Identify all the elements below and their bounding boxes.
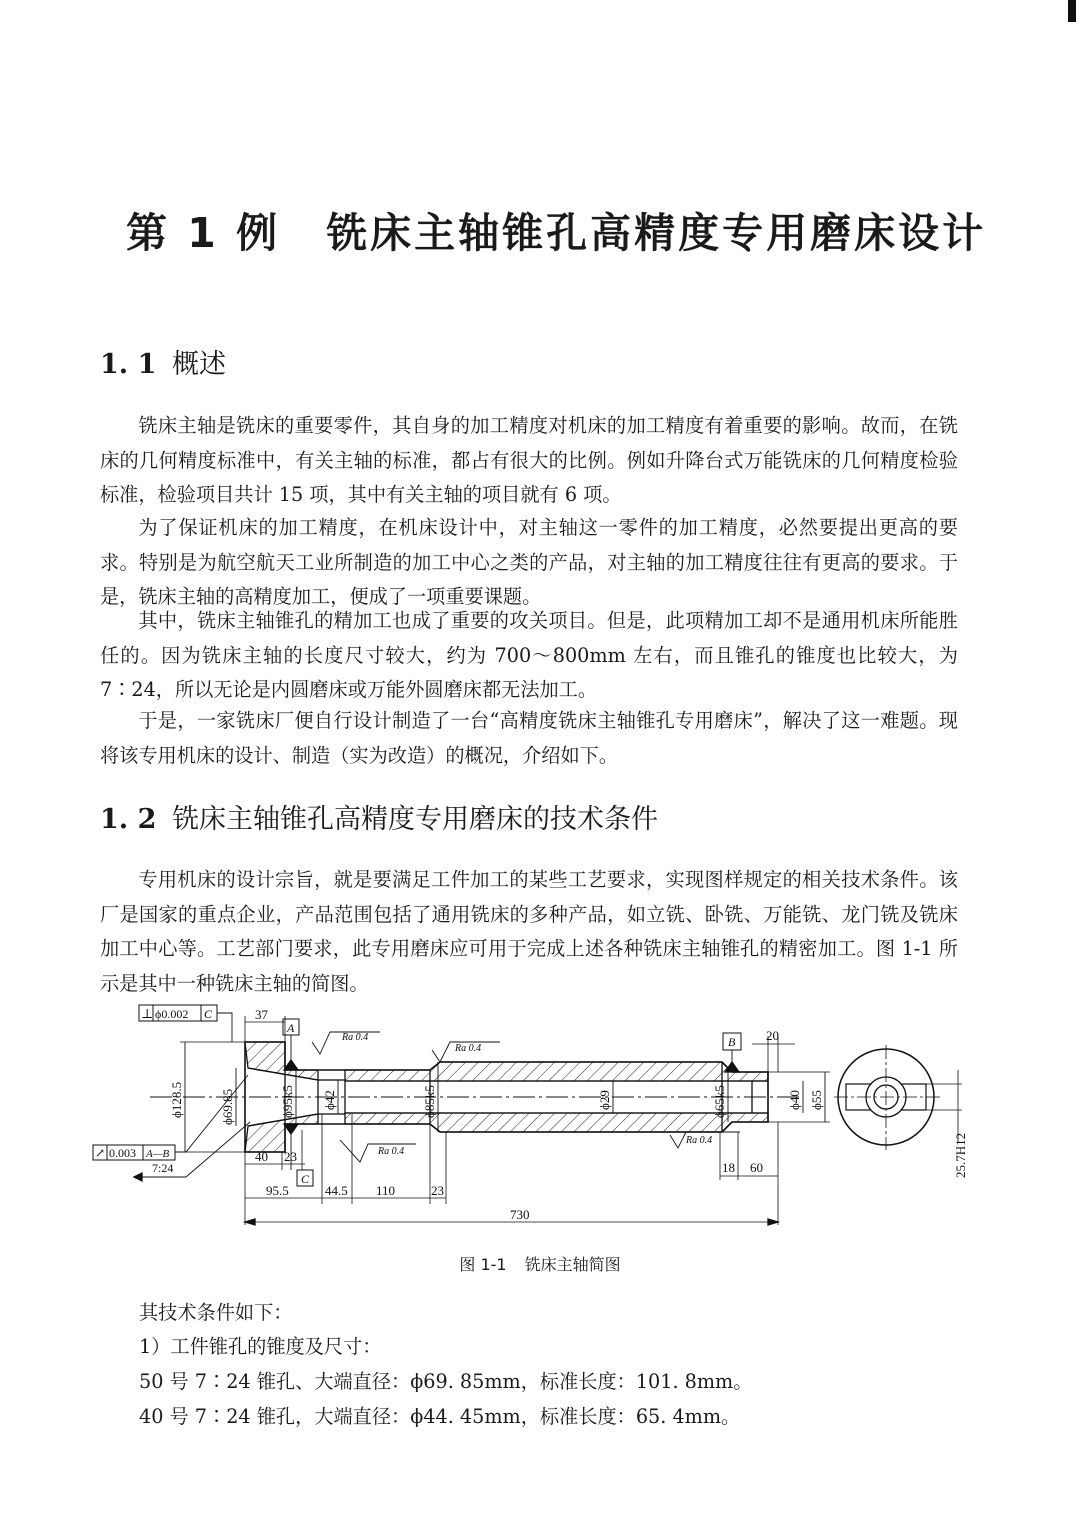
ra-label-1: Ra 0.4	[342, 1032, 369, 1043]
label-d69: ϕ69.85	[220, 1088, 235, 1125]
datum-a-triangle	[284, 1060, 298, 1070]
datum-a-label: A	[287, 1021, 295, 1035]
label-d128: ϕ128.5	[169, 1081, 184, 1118]
label-dim-23a: 23	[284, 1149, 297, 1164]
section-1-paragraph-1: 铣床主轴是铣床的重要零件，其自身的加工精度对机床的加工精度有着重要的影响。故而，在铣床的几何精度标准中，有关主轴的标准，都占有很大的比例。例如升降台式万能铣床的几何精度检验标准，检验项目共计 15 项，其中有关主轴的项目就有 6 项。	[100, 414, 958, 506]
spec-50-taper: 50 号 7∶24 锥孔、大端直径：ϕ69. 85mm，标准长度：101. 8mm。	[139, 1370, 753, 1393]
label-dim-60: 60	[750, 1160, 763, 1175]
chapter-title-text: 铣床主轴锥孔高精度专用磨床设计	[326, 209, 987, 257]
label-keyway: 25.7H12	[953, 1132, 968, 1178]
label-dim-23b: 23	[431, 1183, 444, 1198]
datum-c-label: C	[301, 1172, 310, 1186]
label-dim-95-5: 95.5	[266, 1183, 289, 1198]
hatch-mid-lower	[345, 1113, 768, 1132]
section-2-number: 1. 2	[100, 804, 157, 835]
tol-runout-symbol: ↗	[95, 1146, 106, 1160]
label-dim-730: 730	[510, 1207, 530, 1222]
tol-runout-leader	[175, 1075, 248, 1152]
section-1-paragraph-2: 为了保证机床的加工精度，在机床设计中，对主轴这一零件的加工精度，必然要提出更高的要求。特别是为航空航天工业所制造的加工中心之类的产品，对主轴的加工精度往往有更高的要求。于是，铣床主轴的高精度加工，便成了一项重要课题。	[100, 516, 958, 608]
label-dim-40: 40	[255, 1149, 268, 1164]
label-d29: ϕ29	[597, 1090, 612, 1110]
label-d40: ϕ40	[787, 1090, 802, 1110]
section-1-title: 概述	[172, 349, 226, 380]
label-dim-20: 20	[766, 1028, 779, 1043]
conditions-intro: 其技术条件如下：	[139, 1301, 293, 1324]
section-2-paragraph: 专用机床的设计宗旨，就是要满足工件加工的某些工艺要求，实现图样规定的相关技术条件。该厂是国家的重点企业，产品范围包括了通用铣床的多种产品，如立铣、卧铣、万能铣、龙门铣及铣床加工中心等。工艺部门要求，此专用磨床应可用于完成上述各种铣床主轴锥孔的精密加工。图 1-1 所示是其中一种铣床主轴的简图。	[100, 868, 958, 995]
taper-leader-arrow	[134, 1173, 142, 1181]
tol-perp-leader	[217, 1013, 232, 1042]
label-dim-44-5: 44.5	[325, 1183, 348, 1198]
label-dim-18: 18	[722, 1160, 735, 1175]
tol-runout-value: 0.003	[109, 1146, 136, 1160]
label-d55: ϕ55	[809, 1090, 824, 1110]
ra-label-2: Ra 0.4	[455, 1043, 482, 1054]
tol-runout-datum: A—B	[146, 1148, 170, 1160]
dim-730-arrow-right	[768, 1219, 778, 1225]
datum-c-triangle	[284, 1124, 298, 1134]
chapter-number: 第 1 例	[126, 209, 281, 257]
figure-number: 图 1-1	[459, 1255, 507, 1274]
section-1-paragraph-4: 于是，一家铣床厂便自行设计制造了一台“高精度铣床主轴锥孔专用磨床”，解决了这一难题。现将该专用机床的设计、制造（实为改造）的概况，介绍如下。	[100, 709, 958, 767]
datum-b-label: B	[728, 1035, 736, 1049]
label-dim-110: 110	[376, 1183, 396, 1198]
dim-730-arrow-left	[245, 1219, 255, 1225]
label-taper: 7:24	[152, 1161, 174, 1175]
hatch-mid-upper	[345, 1062, 768, 1081]
section-1-number: 1. 1	[100, 349, 157, 380]
label-d42: ϕ42	[322, 1090, 337, 1110]
condition-item-1: 1）工件锥孔的锥度及尺寸：	[139, 1335, 382, 1358]
label-d65: ϕ65k5	[712, 1085, 727, 1118]
label-dim-37: 37	[255, 1007, 268, 1022]
ra-label-3: Ra 0.4	[378, 1146, 405, 1157]
section-1-paragraph-3: 其中，铣床主轴锥孔的精加工也成了重要的攻关项目。但是，此项精加工却不是通用机床所能胜任的。因为铣床主轴的长度尺寸较大，约为 700～800mm 左右，而且锥孔的锥度也比较大，为 7∶24，所以无论是内圆磨床或万能外圆磨床都无法加工。	[100, 609, 958, 701]
tol-perp-datum: C	[204, 1007, 213, 1021]
label-d95: ϕ95k5	[280, 1085, 295, 1118]
tol-perp-value: ϕ0.002	[155, 1007, 189, 1021]
spec-40-taper: 40 号 7∶24 锥孔，大端直径：ϕ44. 45mm，标准长度：65. 4mm。	[139, 1405, 741, 1428]
section-2-title: 铣床主轴锥孔高精度专用磨床的技术条件	[172, 804, 658, 835]
ra-label-4: Ra 0.4	[686, 1135, 713, 1146]
tol-perp-symbol: ⊥	[141, 1006, 154, 1021]
figure-caption	[0, 1252, 1080, 1275]
figure-caption-text: 铣床主轴简图	[524, 1255, 621, 1274]
label-d85: ϕ85k5	[422, 1085, 437, 1118]
